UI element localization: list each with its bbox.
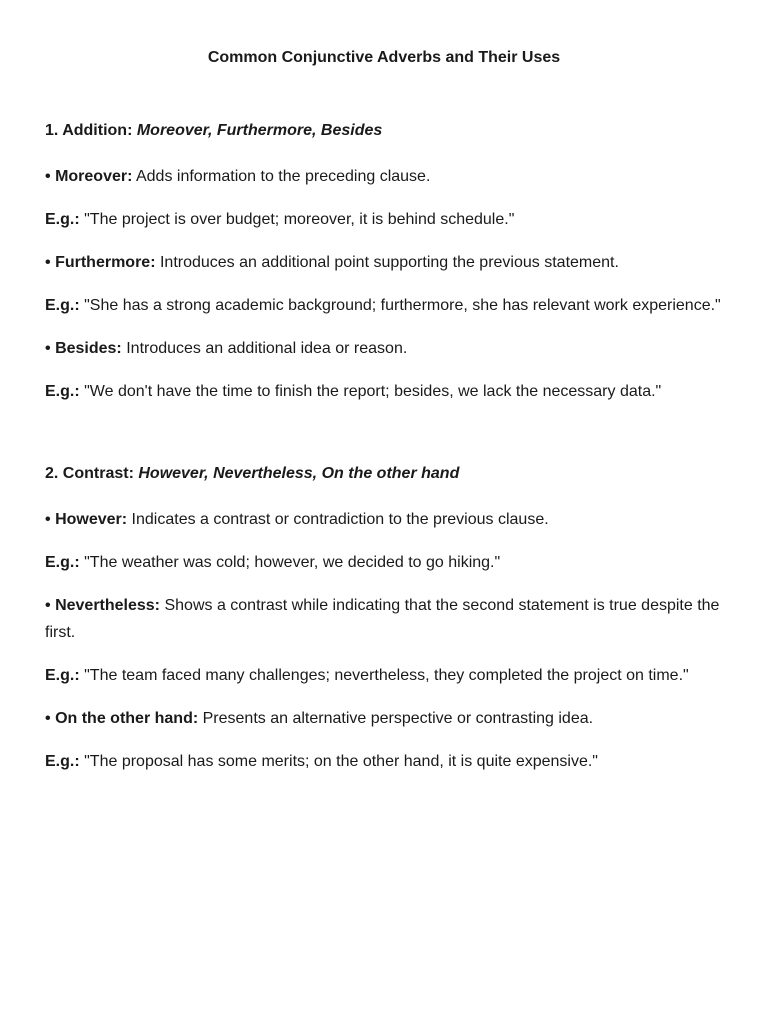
example-entry	[45, 292, 730, 319]
example-text: "The project is over budget; moreover, it is behind schedule."	[84, 211, 515, 228]
document-title: Common Conjunctive Adverbs and Their Uses	[207, 49, 561, 66]
definition-entry	[45, 249, 730, 276]
example-text: "The proposal has some merits; on the other hand, it is quite expensive."	[84, 753, 598, 770]
example-text: "The weather was cold; however, we decided to go hiking."	[84, 554, 501, 571]
example-text: "The team faced many challenges; nevertheless, they completed the project on time."	[84, 667, 689, 684]
section-terms: However, Nevertheless, On the other hand	[138, 465, 460, 482]
section-addition	[45, 120, 730, 405]
example-entry	[45, 549, 730, 576]
term-definition: Adds information to the preceding clause.	[135, 168, 431, 185]
definition-entry	[45, 163, 730, 190]
example-label: E.g.:	[45, 297, 80, 314]
section-terms: Moreover, Furthermore, Besides	[136, 122, 383, 139]
example-text: "We don't have the time to finish the report; besides, we lack the necessary data."	[84, 383, 662, 400]
example-label: E.g.:	[45, 554, 80, 571]
section-heading	[45, 463, 730, 485]
section-contrast	[45, 463, 730, 775]
term-definition: Indicates a contrast or contradiction to the previous clause.	[131, 511, 549, 528]
example-entry	[45, 378, 730, 405]
term-label: However:	[55, 511, 128, 528]
bullet-marker: •	[45, 168, 51, 185]
bullet-marker: •	[45, 254, 51, 271]
term-definition: Introduces an additional point supporting the previous statement.	[159, 254, 619, 271]
section-number-label: 1. Addition:	[45, 122, 133, 139]
term-definition: Shows a contrast while indicating that the second statement is true despite the first.	[45, 597, 720, 641]
definition-entry	[45, 705, 730, 732]
bullet-marker: •	[45, 597, 51, 614]
section-number-label: 2. Contrast:	[45, 465, 134, 482]
definition-entry	[45, 592, 730, 646]
term-label: Besides:	[55, 340, 122, 357]
definition-entry	[45, 335, 730, 362]
bullet-marker: •	[45, 340, 51, 357]
example-entry	[45, 662, 730, 689]
section-spacer	[45, 421, 730, 463]
example-label: E.g.:	[45, 383, 80, 400]
example-label: E.g.:	[45, 211, 80, 228]
document-body	[45, 120, 730, 791]
definition-entry	[45, 506, 730, 533]
example-text: "She has a strong academic background; furthermore, she has relevant work experience."	[84, 297, 721, 314]
term-label: Nevertheless:	[55, 597, 161, 614]
term-label: On the other hand:	[55, 710, 199, 727]
term-definition: Introduces an additional idea or reason.	[126, 340, 408, 357]
example-label: E.g.:	[45, 667, 80, 684]
example-label: E.g.:	[45, 753, 80, 770]
section-heading	[45, 120, 730, 142]
bullet-marker: •	[45, 511, 51, 528]
term-definition: Presents an alternative perspective or contrasting idea.	[202, 710, 594, 727]
term-label: Moreover:	[55, 168, 133, 185]
bullet-marker: •	[45, 710, 51, 727]
example-entry	[45, 206, 730, 233]
term-label: Furthermore:	[55, 254, 156, 271]
example-entry	[45, 748, 730, 775]
